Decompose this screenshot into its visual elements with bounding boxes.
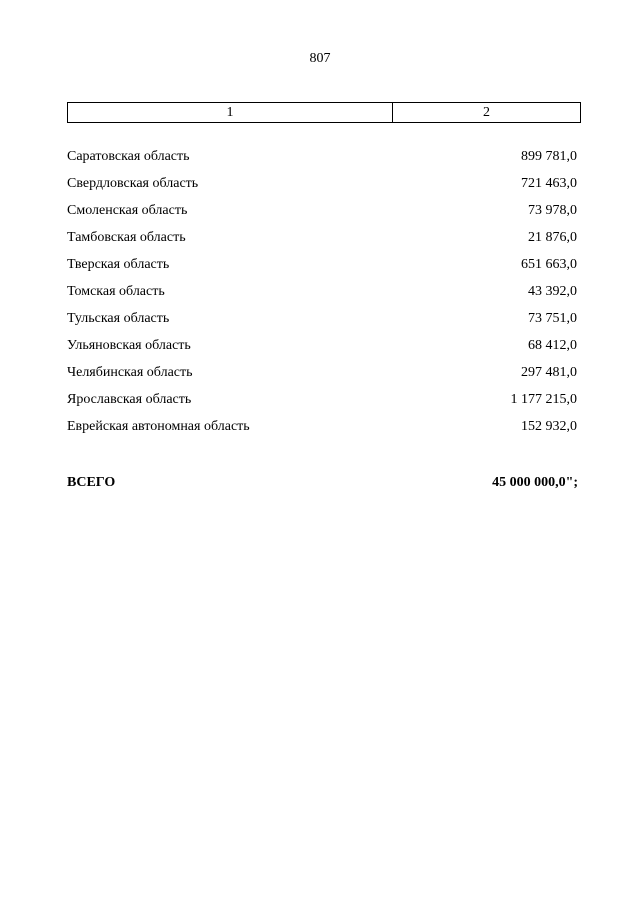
total-value: 45 000 000,0"; bbox=[492, 475, 578, 490]
total-row bbox=[67, 473, 578, 493]
region-name: Ярославская область bbox=[67, 392, 192, 407]
table-row bbox=[67, 201, 577, 228]
region-name: Ульяновская область bbox=[67, 338, 191, 353]
table-row bbox=[67, 390, 577, 417]
column-header-1: 1 bbox=[68, 103, 393, 122]
table-row bbox=[67, 147, 577, 174]
region-name: Челябинская область bbox=[67, 365, 193, 380]
region-name: Смоленская область bbox=[67, 203, 188, 218]
region-value: 68 412,0 bbox=[528, 338, 577, 353]
region-value: 43 392,0 bbox=[528, 284, 577, 299]
region-value: 73 978,0 bbox=[528, 203, 577, 218]
table-row bbox=[67, 309, 577, 336]
region-value: 651 663,0 bbox=[521, 257, 577, 272]
region-name: Тульская область bbox=[67, 311, 170, 326]
table-row bbox=[67, 282, 577, 309]
page-number: 807 bbox=[309, 51, 331, 66]
column-header-2: 2 bbox=[483, 105, 490, 120]
table-row bbox=[67, 255, 577, 282]
region-value: 152 932,0 bbox=[521, 419, 577, 434]
table-row bbox=[67, 228, 577, 255]
region-value: 297 481,0 bbox=[521, 365, 577, 380]
table-row bbox=[67, 336, 577, 363]
table-row bbox=[67, 363, 577, 390]
region-name: Свердловская область bbox=[67, 176, 199, 191]
region-name: Тамбовская область bbox=[67, 230, 186, 245]
region-value: 1 177 215,0 bbox=[510, 392, 577, 407]
region-value: 721 463,0 bbox=[521, 176, 577, 191]
table-row bbox=[67, 417, 577, 444]
column-header-table bbox=[67, 102, 581, 123]
region-list bbox=[67, 147, 577, 444]
region-name: Саратовская область bbox=[67, 149, 190, 164]
region-value: 73 751,0 bbox=[528, 311, 577, 326]
table-row bbox=[67, 174, 577, 201]
region-value: 899 781,0 bbox=[521, 149, 577, 164]
region-name: Еврейская автономная область bbox=[67, 419, 250, 434]
region-name: Тверская область bbox=[67, 257, 170, 272]
region-value: 21 876,0 bbox=[528, 230, 577, 245]
region-name: Томская область bbox=[67, 284, 165, 299]
total-label: ВСЕГО bbox=[67, 475, 116, 490]
